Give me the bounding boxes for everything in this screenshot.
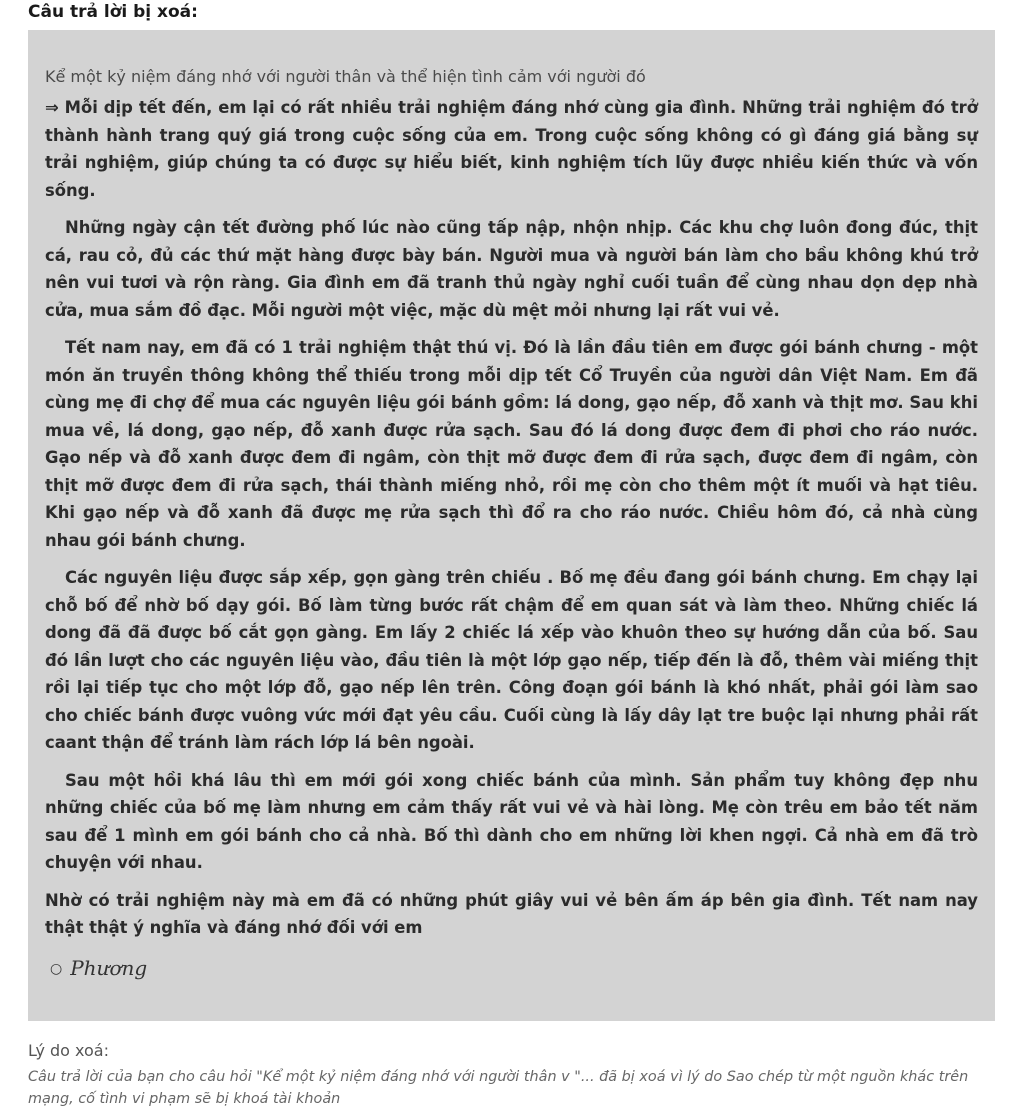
- answer-paragraph-2: Những ngày cận tết đường phố lúc nào cũng tấp nập, nhộn nhịp. Các khu chợ luôn đong đúc, thịt cá, rau cỏ, đủ các thứ mặt hàng được bày bán. Người mua và người bán làm cho bầu không khú trở nên vui tươi và rộn ràng. Gia đình em đã tranh thủ ngày nghỉ cuối tuần để cùng nhau dọn dẹp nhà cửa, mua sắm đồ đạc. Mỗi người một việc, mặc dù mệt mỏi nhưng lại rất vui vẻ.: [45, 218, 978, 320]
- answer-paragraph-5: Sau một hồi khá lâu thì em mới gói xong chiếc bánh của mình. Sản phẩm tuy không đẹp nhu những chiếc của bố mẹ làm nhưng em cảm thấy rất vui vẻ và hài lòng. Mẹ còn trêu em bảo tết năm sau để 1 mình em gói bánh cho cả nhà. Bố thì dành cho em những lời khen ngợi. Cả nhà em đã trò chuyện với nhau.: [45, 770, 978, 872]
- answer-paragraph-4: Các nguyên liệu được sắp xếp, gọn gàng trên chiếu . Bố mẹ đều đang gói bánh chưng. Em chạy lại chỗ bố để nhờ bố dạy gói. Bố làm từng bước rất chậm để em quan sát và làm theo. Những chiếc lá dong đã đã được bố cắt gọn gàng. Em lấy 2 chiếc lá xếp vào khuôn theo sự hướng dẫn của bố. Sau đó lần lượt cho các nguyên liệu vào, đầu tiên là một lớp gạo nếp, tiếp đến là đỗ, thêm vài miếng thịt rồi lại tiếp tục cho một lớp đỗ, gạo nếp lên trên. Công đoạn gói bánh là khó nhất, phải gói làm sao cho chiếc bánh được vuông vức mới đạt yêu cầu. Cuối cùng là lấy dây lạt tre buộc lại nhưng phải rất caant thận để tránh làm rách lớp lá bên ngoài.: [45, 568, 978, 752]
- deletion-reason-text: Câu trả lời của bạn cho câu hỏi "Kể một kỷ niệm đáng nhớ với người thân v "... đã bị xoá vì lý do Sao chép từ một nguồn khác trên mạng, cố tình vi phạm sẽ bị khoá tài khoản: [28, 1069, 969, 1107]
- answer-paragraph-6: Nhờ có trải nghiệm này mà em đã có những phút giây vui vẻ bên ấm áp bên gia đình. Tết nam nay thật thật ý nghĩa và đáng nhớ đối với em: [45, 890, 978, 937]
- answer-paragraph-3: Tết nam nay, em đã có 1 trải nghiệm thật thú vị. Đó là lần đầu tiên em được gói bánh chưng - một món ăn truyền thông không thể thiếu trong mỗi dịp tết Cổ Truyền của người dân Việt Nam. Em đã cùng mẹ đi chợ để mua các nguyên liệu gói bánh gồm: lá dong, gạo nếp, đỗ xanh và thịt mơ. Sau khi mua về, lá dong, gạo nếp, đỗ xanh được rửa sạch. Sau đó lá dong được đem đi phơi cho ráo nước. Gạo nếp và đỗ xanh được đem đi ngâm, còn thịt mỡ được đem đi rửa sạch, được đem đi ngâm, còn thịt mỡ được đem đi rửa sạch, thái thành miếng nhỏ, rồi mẹ còn cho thêm một ít muối và hạt tiêu. Khi gạo nếp và đỗ xanh đã được mẹ rửa sạch thì đổ ra cho ráo nước. Chiều hôm đó, cả nhà cùng nhau gói bánh chưng.: [45, 338, 978, 550]
- deleted-answer-heading: Câu trả lời bị xoá:: [28, 2, 198, 22]
- author-signature: [45, 954, 978, 983]
- question-text: Kể một kỷ niệm đáng nhớ với người thân và thể hiện tình cảm với người đó: [45, 67, 646, 86]
- deletion-reason-label: Lý do xoá:: [28, 1041, 109, 1060]
- signature-name: Phương: [70, 955, 148, 980]
- deleted-answer-box: [28, 30, 995, 1021]
- circle-bullet-icon: ○: [50, 960, 63, 977]
- answer-paragraph-1: ⇒ Mỗi dịp tết đến, em lại có rất nhiều trải nghiệm đáng nhớ cùng gia đình. Những trải nghiệm đó trở thành hành trang quý giá trong cuộc sống của em. Trong cuộc sống không có gì đáng giá bằng sự trải nghiệm, giúp chúng ta có được sự hiểu biết, kinh nghiệm tích lũy được nhiều kiến thức và vốn sống.: [45, 98, 978, 200]
